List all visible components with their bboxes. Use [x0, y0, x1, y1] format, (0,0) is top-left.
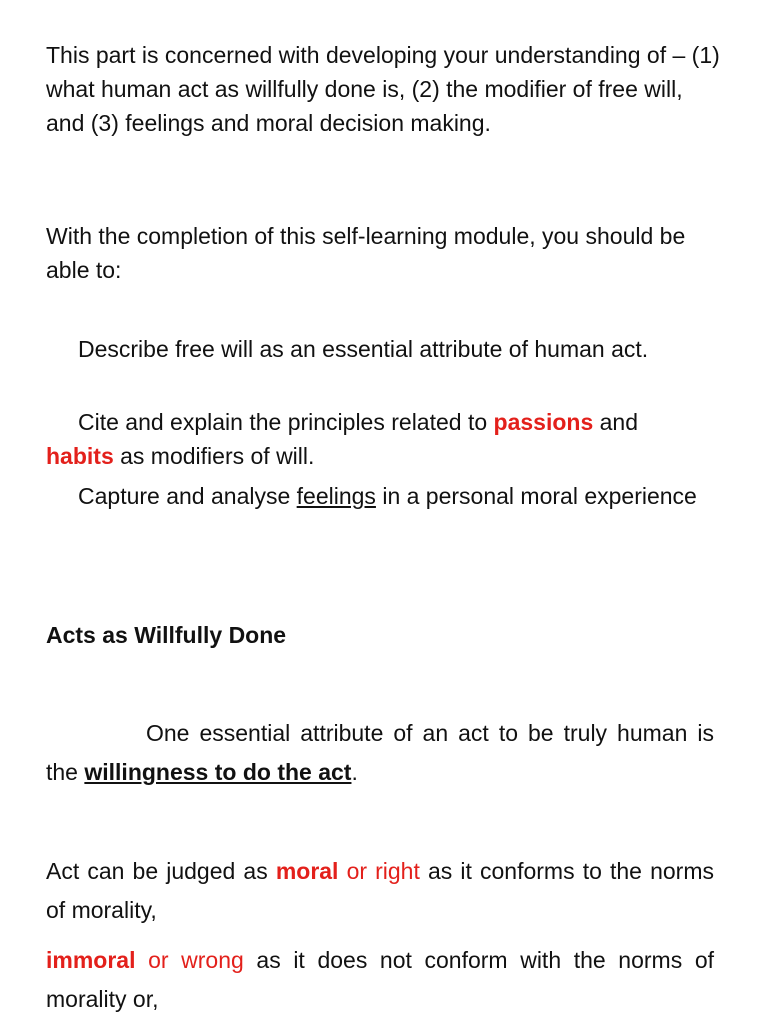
- keyword-feelings: feelings: [296, 483, 376, 509]
- objective-text-after: in a personal moral experience: [375, 483, 697, 509]
- section-heading: Acts as Willfully Done: [46, 622, 287, 648]
- keyword-willingness: willingness to do the act: [84, 759, 352, 785]
- objective-text-before: Capture and analyse: [78, 483, 297, 509]
- immoral-paragraph: [46, 941, 714, 1019]
- keyword-passions: passions: [493, 409, 594, 435]
- objective-text-before: Cite and explain the principles related to: [78, 409, 494, 435]
- keyword-habits: habits: [46, 443, 114, 469]
- objective-text: Describe free will as an essential attribute of human act.: [78, 336, 649, 362]
- intro-paragraph: This part is concerned with developing your understanding of – (1) what human act as willfully done is, (2) the modifier of free will, and (3) feelings and moral decision making.: [46, 42, 720, 136]
- objective-item-feelings: [46, 479, 722, 513]
- paragraph-text-after: as it does not conform with the norms of morality or,: [46, 947, 714, 1012]
- completion-paragraph: With the completion of this self-learning module, you should be able to:: [46, 223, 686, 283]
- paragraph-text-after: .: [351, 759, 358, 785]
- willingness-paragraph: [46, 714, 714, 792]
- keyword-or-wrong: or wrong: [135, 947, 244, 973]
- objective-text-after: as modifiers of will.: [113, 443, 315, 469]
- keyword-immoral: immoral: [46, 947, 136, 973]
- keyword-or-right: or right: [338, 858, 420, 884]
- moral-paragraph: [46, 852, 714, 930]
- objective-item-free-will: [46, 332, 722, 366]
- keyword-moral: moral: [275, 858, 339, 884]
- objective-text-and: and: [593, 409, 639, 435]
- paragraph-text-before: One essential attribute of an act to be truly human is the: [46, 720, 714, 785]
- objective-item-passions-habits: [46, 405, 722, 473]
- paragraph-text-after: as it conforms to the norms of morality,: [46, 858, 714, 923]
- paragraph-text-before: Act can be judged as: [46, 858, 276, 884]
